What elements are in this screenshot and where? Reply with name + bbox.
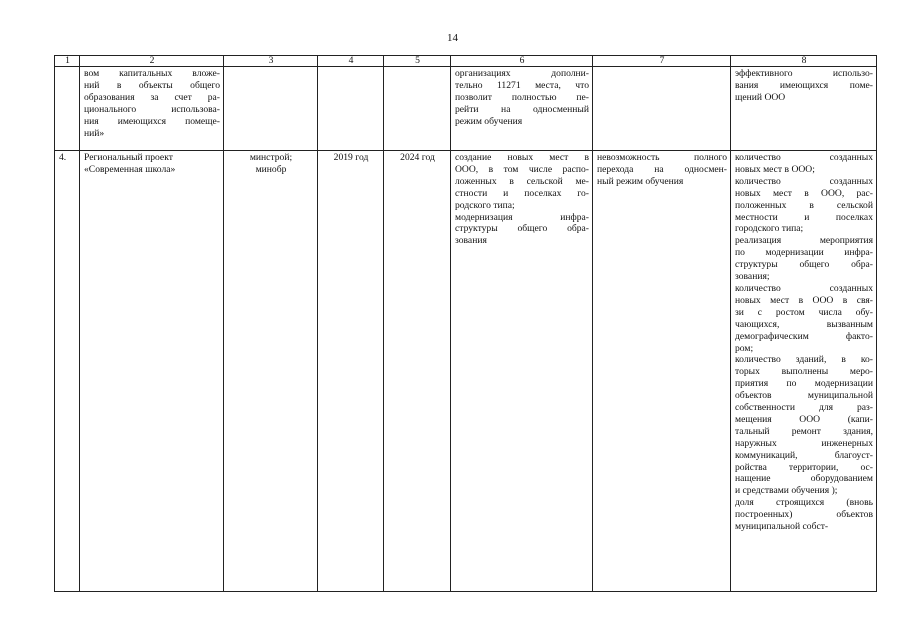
text-line: количество созданных — [735, 152, 873, 163]
text-line: и средствами обучения ); — [735, 485, 838, 497]
text-line: тальный ремонт здания, — [735, 425, 873, 437]
text-line: нащение оборудованием — [735, 473, 873, 485]
text-line: позволит полностью пе- — [455, 91, 589, 103]
text-line: объектов муниципальной — [735, 390, 873, 402]
continued-indicators-lines — [735, 68, 873, 104]
text-line: ный режим обучения — [597, 175, 684, 187]
project-name — [80, 151, 224, 592]
text-line: эффективного использо- — [735, 68, 873, 79]
text-line: тельно 11271 места, что — [455, 79, 589, 91]
page-number: 14 — [447, 32, 458, 44]
text-line: количество созданных — [735, 282, 873, 294]
text-line: «Современная школа» — [84, 163, 176, 175]
continued-col-7 — [593, 67, 731, 151]
text-line: ложенных в сельской ме- — [455, 175, 589, 187]
text-line: ний в объекты общего — [84, 79, 220, 91]
text-line: новых мест в ООО в свя- — [735, 294, 873, 306]
text-line: муниципальной собст- — [735, 521, 829, 533]
continued-indicators — [731, 67, 877, 151]
text-line: структуры общего обра- — [455, 223, 589, 235]
text-line: зования; — [735, 271, 770, 283]
text-line: ром; — [735, 342, 754, 354]
column-number-5: 5 — [384, 56, 451, 67]
text-line: наружных инженерных — [735, 437, 873, 449]
table-row-4 — [55, 151, 877, 592]
text-line: доля строящихся (вновь — [735, 497, 873, 509]
expected-result-lines — [455, 152, 589, 247]
continued-col-1 — [55, 67, 80, 151]
text-line: мещения ООО (капи- — [735, 413, 873, 425]
text-line: щений ООО — [735, 91, 786, 103]
text-line: создание новых мест в — [455, 152, 589, 163]
responsible-executors — [224, 151, 318, 592]
text-line: вом капитальных вложе- — [84, 68, 220, 79]
continued-project-name-lines — [84, 68, 220, 139]
continued-col-5 — [384, 67, 451, 151]
indicators — [731, 151, 877, 592]
indicators-lines — [735, 152, 873, 533]
text-line: коммуникаций, благоуст- — [735, 449, 873, 461]
expected-result — [451, 151, 593, 592]
column-number-row — [55, 56, 877, 67]
column-number-3: 3 — [224, 56, 318, 67]
column-number-1: 1 — [55, 56, 80, 67]
column-number-6: 6 — [451, 56, 593, 67]
consequences-lines — [597, 152, 727, 188]
text-line: местности и поселках — [735, 211, 873, 223]
text-line: структуры общего обра- — [735, 259, 873, 271]
text-line: количество созданных — [735, 175, 873, 187]
text-line: демографическим факто- — [735, 330, 873, 342]
text-line: по модернизации инфра- — [735, 247, 873, 259]
text-line: стности и поселках го- — [455, 187, 589, 199]
program-table — [54, 55, 877, 592]
end-year: 2024 год — [384, 151, 451, 592]
text-line: приятия по модернизации — [735, 378, 873, 390]
text-line: построенных) объектов — [735, 509, 873, 521]
text-line: Региональный проект — [84, 152, 173, 163]
continued-col-3 — [224, 67, 318, 151]
text-line: организациях дополни- — [455, 68, 589, 79]
text-line: невозможность полного — [597, 152, 727, 163]
text-line: зи с ростом числа обу- — [735, 306, 873, 318]
text-line: минстрой; — [249, 152, 293, 163]
text-line: ройства территории, ос- — [735, 461, 873, 473]
text-line: новых мест в ООО; — [735, 163, 815, 175]
text-line: торых выполнены меро- — [735, 366, 873, 378]
table-row-continued — [55, 67, 877, 151]
text-line: чающихся, вызванным — [735, 318, 873, 330]
continued-expected-result — [451, 67, 593, 151]
text-line: реализация мероприятия — [735, 235, 873, 247]
responsible-executors-lines — [228, 152, 314, 176]
start-year: 2019 год — [318, 151, 384, 592]
text-line: модернизация инфра- — [455, 211, 589, 223]
column-number-7: 7 — [593, 56, 731, 67]
column-number-4: 4 — [318, 56, 384, 67]
text-line: ООО, в том числе распо- — [455, 163, 589, 175]
column-number-8: 8 — [731, 56, 877, 67]
text-line: количество зданий, в ко- — [735, 354, 873, 366]
text-line: режим обучения — [455, 115, 523, 127]
text-line: городского типа; — [735, 223, 804, 235]
continued-expected-result-lines — [455, 68, 589, 128]
text-line: ционального использова- — [84, 103, 220, 115]
text-line: новых мест в ООО, рас- — [735, 187, 873, 199]
continued-project-name — [80, 67, 224, 151]
text-line: положенных в сельской — [735, 199, 873, 211]
continued-col-4 — [318, 67, 384, 151]
consequences-of-non-implementation — [593, 151, 731, 592]
project-name-lines — [84, 152, 220, 176]
text-line: перехода на односмен- — [597, 163, 727, 175]
row-number: 4. — [55, 151, 80, 592]
text-line: родского типа; — [455, 199, 515, 211]
text-line: зования — [455, 235, 487, 247]
text-line: ний» — [84, 127, 105, 139]
text-line: собственности для раз- — [735, 402, 873, 414]
text-line: минобр — [255, 163, 287, 175]
text-line: ния имеющихся помеще- — [84, 115, 220, 127]
text-line: образования за счет ра- — [84, 91, 220, 103]
column-number-2: 2 — [80, 56, 224, 67]
text-line: вания имеющихся поме- — [735, 79, 873, 91]
text-line: рейти на односменный — [455, 103, 589, 115]
